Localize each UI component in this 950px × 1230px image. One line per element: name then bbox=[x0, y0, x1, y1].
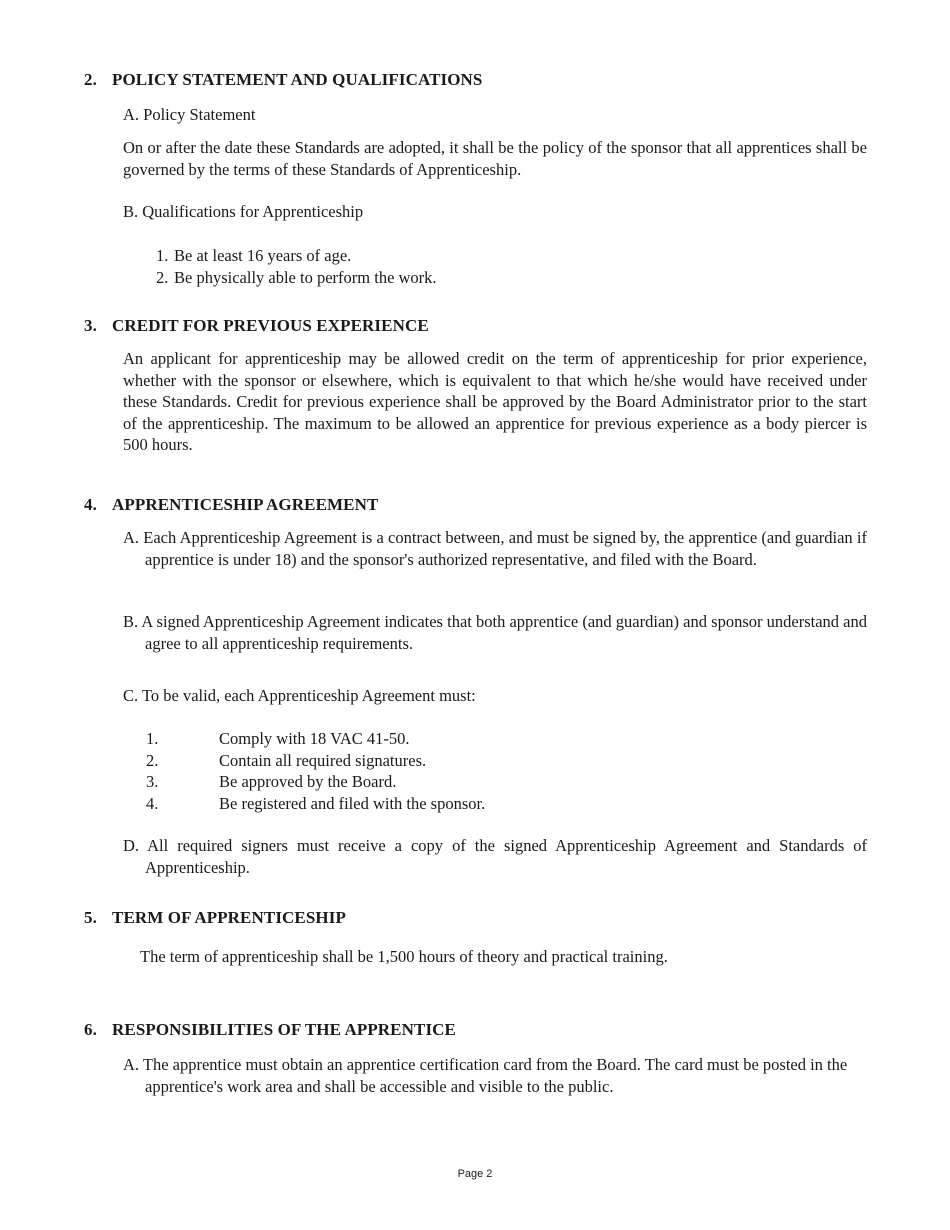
list-item: 2. Contain all required signatures. bbox=[146, 750, 427, 770]
credit-previous-experience-text: An applicant for apprenticeship may be allowed credit on the term of apprenticeship for prior experience, whether with the sponsor or elsewhere, which is equivalent to that which he/she would have received under these Standards. Credit for previous experience shall be approved by the Board Administrator prior to the start of the apprenticeship. The maximum to be allowed an apprentice for previous experience as a body piercer is 500 hours. bbox=[123, 349, 867, 454]
section-3-heading bbox=[84, 316, 429, 336]
section-2-heading bbox=[84, 70, 482, 90]
agreement-item-b: B. A signed Apprenticeship Agreement indicates that both apprentice (and guardian) and sponsor understand and agree to all apprenticeship requirements. bbox=[123, 612, 867, 653]
list-item: 2. Be physically able to perform the work. bbox=[156, 267, 437, 287]
list-item: 1. Be at least 16 years of age. bbox=[156, 246, 352, 265]
policy-statement-subheading: A. Policy Statement bbox=[123, 105, 256, 124]
section-title: RESPONSIBILITIES OF THE APPRENTICE bbox=[112, 1020, 456, 1039]
page-number: Page 2 bbox=[457, 1168, 493, 1180]
qualifications-subheading: B. Qualifications for Apprenticeship bbox=[123, 202, 364, 221]
list-item: 3. Be approved by the Board. bbox=[146, 772, 397, 791]
section-5-heading bbox=[84, 908, 346, 928]
agreement-item-d: D. All required signers must receive a copy of the signed Apprenticeship Agreement and Standards of Apprenticeship. bbox=[123, 836, 867, 877]
agreement-validity-list bbox=[146, 728, 485, 814]
agreement-item-a: A. Each Apprenticeship Agreement is a contract between, and must be signed by, the apprentice (and guardian if apprentice is under 18) and the sponsor's authorized representative, and filed with the Board. bbox=[123, 528, 867, 569]
section-title: APPRENTICESHIP AGREEMENT bbox=[112, 495, 379, 514]
section-title: CREDIT FOR PREVIOUS EXPERIENCE bbox=[112, 316, 429, 335]
section-title: TERM OF APPRENTICESHIP bbox=[112, 908, 346, 927]
section-number: 2. bbox=[84, 70, 97, 89]
section-number: 3. bbox=[84, 316, 97, 335]
section-number: 5. bbox=[84, 908, 97, 927]
section-6-heading bbox=[84, 1020, 456, 1040]
section-number: 6. bbox=[84, 1020, 97, 1039]
list-item: 4. Be registered and filed with the sponsor. bbox=[146, 793, 486, 813]
qualifications-list bbox=[156, 245, 437, 288]
section-4-heading bbox=[84, 495, 378, 515]
apprentice-responsibility-item-a: A. The apprentice must obtain an apprentice certification card from the Board. The card must be posted in the apprentice's work area and shall be accessible and visible to the public. bbox=[123, 1055, 848, 1096]
agreement-item-c: C. To be valid, each Apprenticeship Agreement must: bbox=[123, 686, 476, 705]
list-item: 1. Comply with 18 VAC 41-50. bbox=[146, 729, 410, 748]
term-of-apprenticeship-text: The term of apprenticeship shall be 1,500 hours of theory and practical training. bbox=[140, 947, 668, 966]
section-number: 4. bbox=[84, 495, 97, 514]
policy-statement-text: On or after the date these Standards are adopted, it shall be the policy of the sponsor that all apprentices shall be governed by the terms of these Standards of Apprenticeship. bbox=[123, 138, 867, 179]
section-title: POLICY STATEMENT AND QUALIFICATIONS bbox=[112, 70, 483, 89]
